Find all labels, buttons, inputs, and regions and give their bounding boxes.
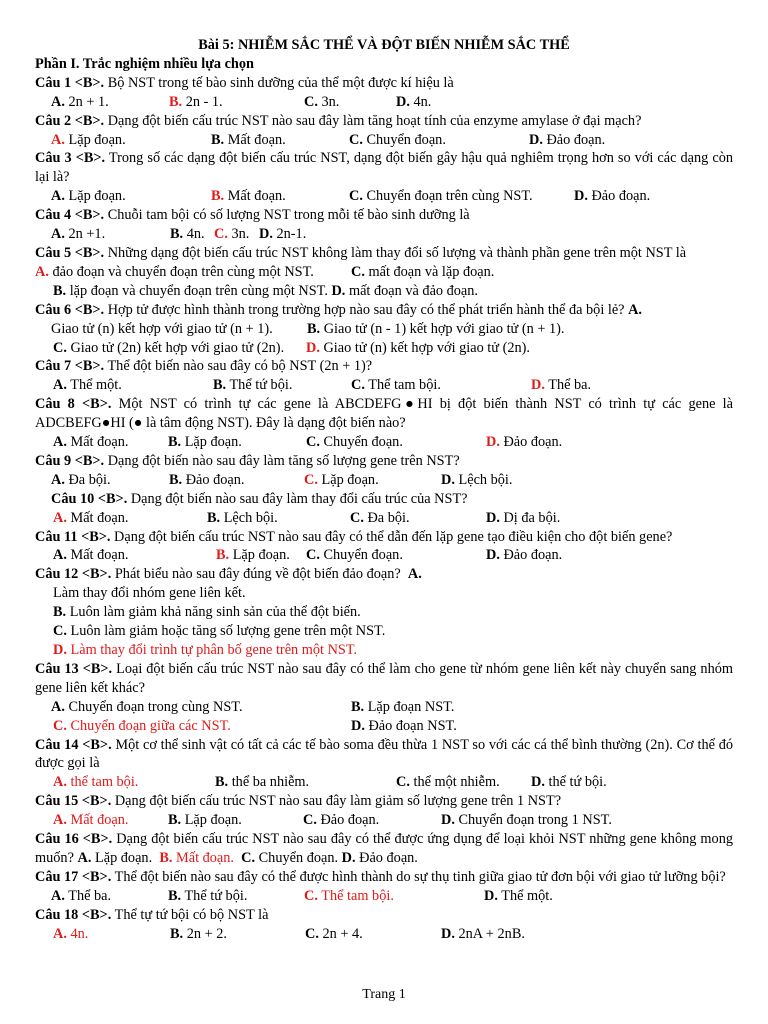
page-title: Bài 5: NHIỄM SẮC THỂ VÀ ĐỘT BIẾN NHIỄM SẮC THỂ <box>198 37 570 53</box>
q6-options-2: C. Giao tử (2n) kết hợp với giao tử (2n). D. Giao tử (n) kết hợp với giao tử (2n). <box>53 339 530 356</box>
q13-options-2: C. Chuyển đoạn giữa các NST. D. Đảo đoạn NST. <box>53 717 457 734</box>
question-4: Câu 4 <B>. Chuỗi tam bội có số lượng NST trong mỗi tế bào sinh dưỡng là <box>35 207 470 224</box>
q17-options: A. Thể ba. B. Thể tứ bội. C. Thể tam bội. D. Thể một. <box>51 887 553 904</box>
question-5: Câu 5 <B>. Những dạng đột biến cấu trúc NST không làm thay đổi số lượng và thành phần gene trên một NST là <box>35 244 687 261</box>
question-15: Câu 15 <B>. Dạng đột biến cấu trúc NST nào sau đây làm giảm số lượng gene trên 1 NST? <box>35 793 562 810</box>
q5-options-2: B. lặp đoạn và chuyển đoạn trên cùng một NST. D. mất đoạn và đảo đoạn. <box>53 282 478 299</box>
question-2: Câu 2 <B>. Dạng đột biến cấu trúc NST nào sau đây làm tăng hoạt tính của enzyme amylase ở đại mạch? <box>35 112 642 129</box>
page-number: Trang 1 <box>362 987 406 1002</box>
question-10: Câu 10 <B>. Dạng đột biến nào sau đây làm thay đổi cấu trúc của NST? <box>51 490 468 507</box>
q12-option-b: B. Luôn làm giảm khả năng sinh sản của thể đột biến. <box>53 604 361 621</box>
question-16: Câu 16 <B>. Dạng đột biến cấu trúc NST nào sau đây có thể được ứng dụng để loại khỏi NST những gene không mong muốn? A. Lặp đoạn. B. Mất đoạn. C. Chuyển đoạn. D. Đảo đoạn. <box>35 831 733 866</box>
question-7: Câu 7 <B>. Thể đột biến nào sau đây có bộ NST (2n + 1)? <box>35 358 373 375</box>
document-page <box>35 36 733 944</box>
question-8: Câu 8 <B>. Một NST có trình tự các gene là ABCDEFG●HI bị đột biến thành NST có trình tự các gene là ADCBEFG●HI (● là tâm động NST). Đây là dạng đột biến nào? <box>35 396 733 432</box>
question-11: Câu 11 <B>. Dạng đột biến cấu trúc NST nào sau đây có thể dẫn đến lặp gene tạo điều kiện cho đột biến gene? <box>35 528 673 545</box>
question-18: Câu 18 <B>. Thể tự tứ bội có bộ NST là <box>35 906 269 923</box>
q13-options-1: A. Chuyển đoạn trong cùng NST. B. Lặp đoạn NST. <box>51 698 455 715</box>
q10-options: A. Mất đoạn. B. Lệch bội. C. Đa bội. D. Dị đa bội. <box>53 509 561 526</box>
question-12: Câu 12 <B>. Phát biểu nào sau đây đúng về đột biến đảo đoạn? A. <box>35 566 422 583</box>
q5-options-1: A. đảo đoạn và chuyển đoạn trên cùng một NST. C. mất đoạn và lặp đoạn. <box>35 263 495 280</box>
question-13: Câu 13 <B>. Loại đột biến cấu trúc NST nào sau đây có thể làm cho gene từ nhóm gene liên kết này chuyển sang nhóm gene liên kết khác? <box>35 660 733 696</box>
q12-option-a: Làm thay đổi nhóm gene liên kết. <box>53 585 246 602</box>
q7-options: A. Thể một. B. Thể tứ bội. C. Thể tam bội. D. Thể ba. <box>53 377 592 394</box>
q14-options: A. thể tam bội. B. thể ba nhiễm. C. thể một nhiễm. D. thể tứ bội. <box>53 774 607 791</box>
question-17: Câu 17 <B>. Thể đột biến nào sau đây có thể được hình thành do sự thụ tinh giữa giao tử đơn bội với giao tử lưỡng bội? <box>35 868 726 885</box>
question-9: Câu 9 <B>. Dạng đột biến nào sau đây làm tăng số lượng gene trên NST? <box>35 452 460 469</box>
q6-options-1: Giao tử (n) kết hợp với giao tử (n + 1). B. Giao tử (n - 1) kết hợp với giao tử (n + 1). <box>51 320 565 337</box>
q9-options: A. Đa bội. B. Đảo đoạn. C. Lặp đoạn. D. Lệch bội. <box>51 471 513 488</box>
q4-options: A. 2n +1. B. 4n. C. 3n. D. 2n-1. <box>51 226 307 243</box>
question-6: Câu 6 <B>. Hợp tử được hình thành trong trường hợp nào sau đây có thể phát triển hành thể đa bội lẻ? A. <box>35 301 643 318</box>
q18-options: A. 4n. B. 2n + 2. C. 2n + 4. D. 2nA + 2nB. <box>53 925 525 942</box>
q12-option-c: C. Luôn làm giảm hoặc tăng số lượng gene trên một NST. <box>53 623 386 640</box>
q8-options: A. Mất đoạn. B. Lặp đoạn. C. Chuyển đoạn. D. Đảo đoạn. <box>53 434 563 451</box>
q11-options: A. Mất đoạn. B. Lặp đoạn. C. Chuyển đoạn. D. Đảo đoạn. <box>53 547 563 564</box>
question-14: Câu 14 <B>. Một cơ thể sinh vật có tất cả các tế bào soma đều thừa 1 NST so với các cá thể bình thường (2n). Cơ thể đó được gọi là <box>35 736 733 772</box>
question-3: Câu 3 <B>. Trong số các dạng đột biến cấu trúc NST, dạng đột biến gây hậu quả nghiêm trọng hơn so với các dạng còn lại là? <box>35 150 733 186</box>
q3-options: A. Lặp đoạn. B. Mất đoạn. C. Chuyển đoạn trên cùng NST. D. Đảo đoạn. <box>51 188 651 205</box>
q15-options: A. Mất đoạn. B. Lặp đoạn. C. Đảo đoạn. D. Chuyển đoạn trong 1 NST. <box>53 812 612 829</box>
section-heading: Phần I. Trắc nghiệm nhiều lựa chọn <box>35 55 254 72</box>
question-1: Câu 1 <B>. Bộ NST trong tế bào sinh dưỡng của thể một được kí hiệu là <box>35 74 454 91</box>
q12-option-d: D. Làm thay đổi trình tự phân bố gene trên một NST. <box>53 642 358 658</box>
q2-options: A. Lặp đoạn. B. Mất đoạn. C. Chuyển đoạn. D. Đảo đoạn. <box>51 131 606 148</box>
q1-options: A. 2n + 1. B. 2n - 1. C. 3n. D. 4n. <box>51 93 432 110</box>
